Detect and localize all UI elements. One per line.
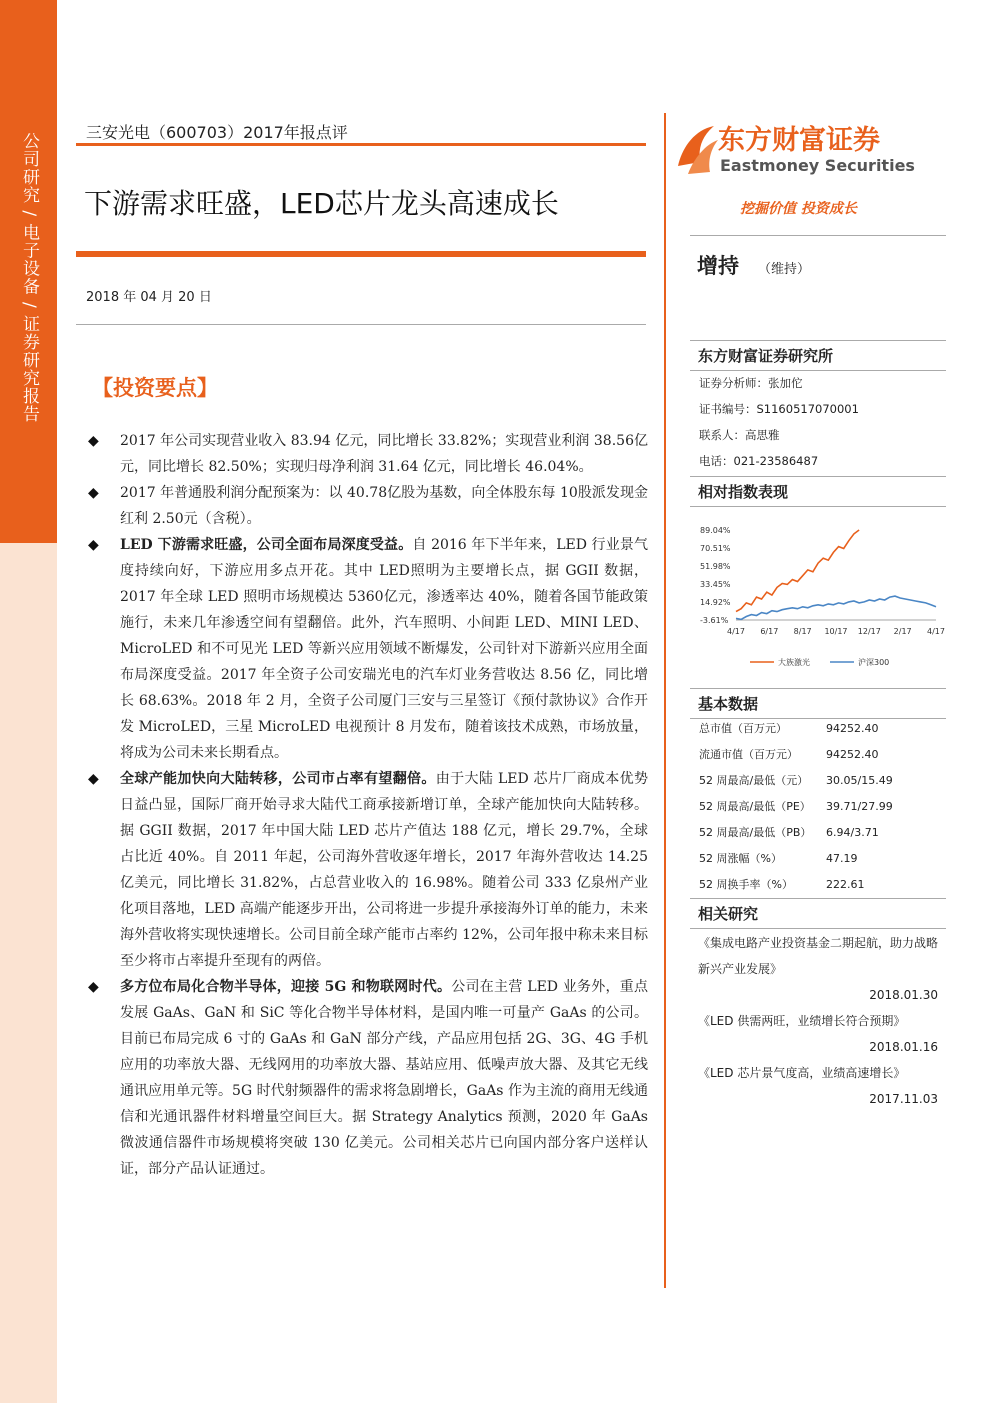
point-lead: 多方位布局化合物半导体，迎接 5G 和物联网时代。: [120, 979, 452, 995]
phone: 电话：021-23586487: [699, 454, 819, 468]
basic-data-table: [690, 716, 946, 898]
basic-value: 94252.40: [826, 722, 879, 735]
table-row: [690, 716, 946, 742]
basic-data-heading: 基本数据: [690, 688, 946, 719]
divider: [690, 235, 946, 236]
basic-key: 52 周涨幅（%）: [699, 852, 782, 865]
point-text: 自 2016 年下半年来，LED 行业景气度持续向好，下游应用多点开花。其中 LED照明为主要增长点，据 GGII 数据，2017 年全球 LED 照明市场规模达 5360亿元，渗透率达 40%，随着各国节能政策施行，未来几年渗透空间有望翻倍。此外，汽车照明、小间距 LED、MINI LED、MicroLED 和不可见光 LED 等新兴应用领域不断爆发，公司针对下游新兴应用全面布局深度受益。2017 年全资子公司安瑞光电的汽车灯业务营收达 8.56 亿，同比增长 68.63%。2018 年 2 月，全资子公司厦门三安与三星签订《预付款协议》合作开发 MicroLED，三星 MicroLED 电视预计 8 月发布，随着该技术成熟，市场放量，将成为公司未来长期看点。: [120, 537, 648, 761]
report-subject: 三安光电（600703）2017年报点评: [86, 123, 348, 142]
research-title-link[interactable]: 《LED 芯片景气度高，业绩高速增长》: [698, 1066, 906, 1080]
list-item: [88, 532, 648, 766]
basic-value: 222.61: [826, 878, 865, 891]
table-row: [690, 872, 946, 898]
basic-key: 总市值（百万元）: [699, 722, 787, 735]
brand-name-en: Eastmoney Securities: [720, 156, 915, 175]
x-tick-label: 2/17: [893, 627, 912, 636]
basic-key: 52 周最高/最低（PB）: [699, 826, 812, 839]
bullet-diamond-icon: ◆: [88, 537, 99, 553]
y-tick-label: 33.45%: [700, 580, 731, 589]
y-tick-label: 89.04%: [700, 526, 731, 535]
table-row: [690, 768, 946, 794]
research-date: 2018.01.30: [869, 988, 938, 1002]
y-tick-label: 51.98%: [700, 562, 731, 571]
bullet-diamond-icon: ◆: [88, 485, 99, 501]
x-tick-label: 8/17: [793, 627, 812, 636]
contact: 联系人：高思雅: [699, 428, 780, 442]
point-text: 由于大陆 LED 芯片厂商成本优势日益凸显，国际厂商开始寻求大陆代工商承接新增订单，全球产能加快向大陆转移。据 GGII 数据，2017 年中国大陆 LED 芯片产值达 188 亿元，增长 29.7%，全球占比近 40%。自 2011 年起，公司海外营收逐年增长，2017 年海外营收达 14.25 亿美元，同比增长 31.82%，占总营业收入的 16.98%。随着公司 333 亿泉州产业化项目落地，LED 高端产能逐步开出，公司将进一步提升承接海外订单的能力，未来海外营收将实现快速增长。公司目前全球产能市占率约 12%，公司年报中称未来目标至少将市占率提升至现有的两倍。: [120, 771, 648, 969]
x-tick-label: 4/17: [927, 627, 945, 636]
research-date: 2018.01.16: [869, 1040, 938, 1054]
research-title-link[interactable]: 《LED 供需两旺，业绩增长符合预期》: [698, 1014, 906, 1028]
slogan: 挖掘价值 投资成长: [740, 201, 857, 217]
divider: [76, 143, 646, 146]
section-heading: 【投资要点】: [92, 375, 218, 400]
list-item: [88, 974, 648, 1182]
investment-points: [88, 428, 648, 1182]
point-lead: LED 下游需求旺盛，公司全面布局深度受益。: [120, 537, 413, 553]
report-date: 2018 年 04 月 20 日: [86, 290, 212, 305]
related-research-list: [690, 930, 946, 1112]
rating: 增持: [697, 254, 739, 278]
research-date: 2017.11.03: [869, 1092, 938, 1106]
point-text: 2017 年普通股利润分配预案为：以 40.78亿股为基数，向全体股东每 10股派发现金红利 2.50元（含税）。: [120, 485, 648, 527]
legend-label: 沪深300: [858, 658, 890, 667]
point-text: 公司在主营 LED 业务外，重点发展 GaAs、GaN 和 SiC 等化合物半导体材料，是国内唯一可量产 GaAs 的公司。目前已布局完成 6 寸的 GaAs 和 GaN 部分产线，产品应用包括 2G、3G、4G 手机应用的功率放大器、无线网用的功率放大器、基站应用、低噪声放大器、及其它无线通讯应用单元等。5G 时代射频器件的需求将急剧增长，GaAs 作为主流的商用无线通信和光通讯器件材料增量空间巨大。据 Strategy Analytics 预测，2020 年 GaAs 微波通信器件市场规模将突破 130 亿美元。公司相关芯片已向国内部分客户送样认证，部分产品认证通过。: [120, 979, 648, 1177]
basic-value: 47.19: [826, 852, 858, 865]
basic-value: 94252.40: [826, 748, 879, 761]
x-tick-label: 6/17: [760, 627, 779, 636]
x-tick-label: 12/17: [857, 627, 881, 636]
bullet-diamond-icon: ◆: [88, 433, 99, 449]
list-item: [88, 766, 648, 974]
rating-note: （维持）: [758, 262, 811, 277]
analyst: 证券分析师：张加佗: [699, 376, 803, 390]
x-tick-label: 10/17: [824, 627, 848, 636]
series-line: [736, 596, 936, 619]
table-row: [690, 794, 946, 820]
certificate-number: 证书编号：S1160517070001: [699, 402, 859, 416]
table-row: [690, 742, 946, 768]
list-item: [88, 480, 648, 532]
column-divider: [664, 113, 666, 1288]
y-tick-label: 14.92%: [700, 598, 731, 607]
y-tick-label: -3.61%: [700, 616, 729, 625]
x-tick-label: 4/17: [727, 627, 745, 636]
research-title-link[interactable]: 《集成电路产业投资基金二期起航，助力战略新兴产业发展》: [698, 936, 939, 976]
table-row: [690, 846, 946, 872]
basic-key: 52 周最高/最低（元）: [699, 774, 809, 787]
basic-value: 39.71/27.99: [826, 800, 893, 813]
basic-key: 52 周换手率（%）: [699, 878, 793, 891]
divider: [76, 251, 646, 257]
chart-heading: 相对指数表现: [690, 476, 946, 507]
bullet-diamond-icon: ◆: [88, 771, 99, 787]
bullet-diamond-icon: ◆: [88, 979, 99, 995]
legend-label: 大族激光: [778, 658, 810, 667]
list-item: [88, 428, 648, 480]
basic-value: 6.94/3.71: [826, 826, 879, 839]
page-title: 下游需求旺盛，LED芯片龙头高速成长: [84, 187, 559, 220]
sidebar-label: 公司研究 / 电子设备 / 证券研究报告: [19, 132, 39, 424]
relative-index-chart: [690, 518, 946, 678]
sidebar: [0, 0, 57, 1403]
series-line: [736, 530, 926, 612]
institute-heading: 东方财富证券研究所: [690, 340, 946, 371]
related-research-heading: 相关研究: [690, 898, 946, 929]
y-tick-label: 70.51%: [700, 544, 731, 553]
sidebar-light-band: [0, 543, 57, 1403]
table-row: [690, 820, 946, 846]
basic-key: 流通市值（百万元）: [699, 748, 798, 761]
basic-key: 52 周最高/最低（PE）: [699, 800, 811, 813]
basic-value: 30.05/15.49: [826, 774, 893, 787]
point-lead: 全球产能加快向大陆转移，公司市占率有望翻倍。: [120, 771, 436, 787]
divider: [76, 324, 646, 325]
point-text: 2017 年公司实现营业收入 83.94 亿元，同比增长 33.82%；实现营业利润 38.56亿元，同比增长 82.50%；实现归母净利润 31.64 亿元，同比增长 46.04%。: [120, 433, 648, 475]
brand-name: 东方财富证券: [718, 125, 880, 156]
